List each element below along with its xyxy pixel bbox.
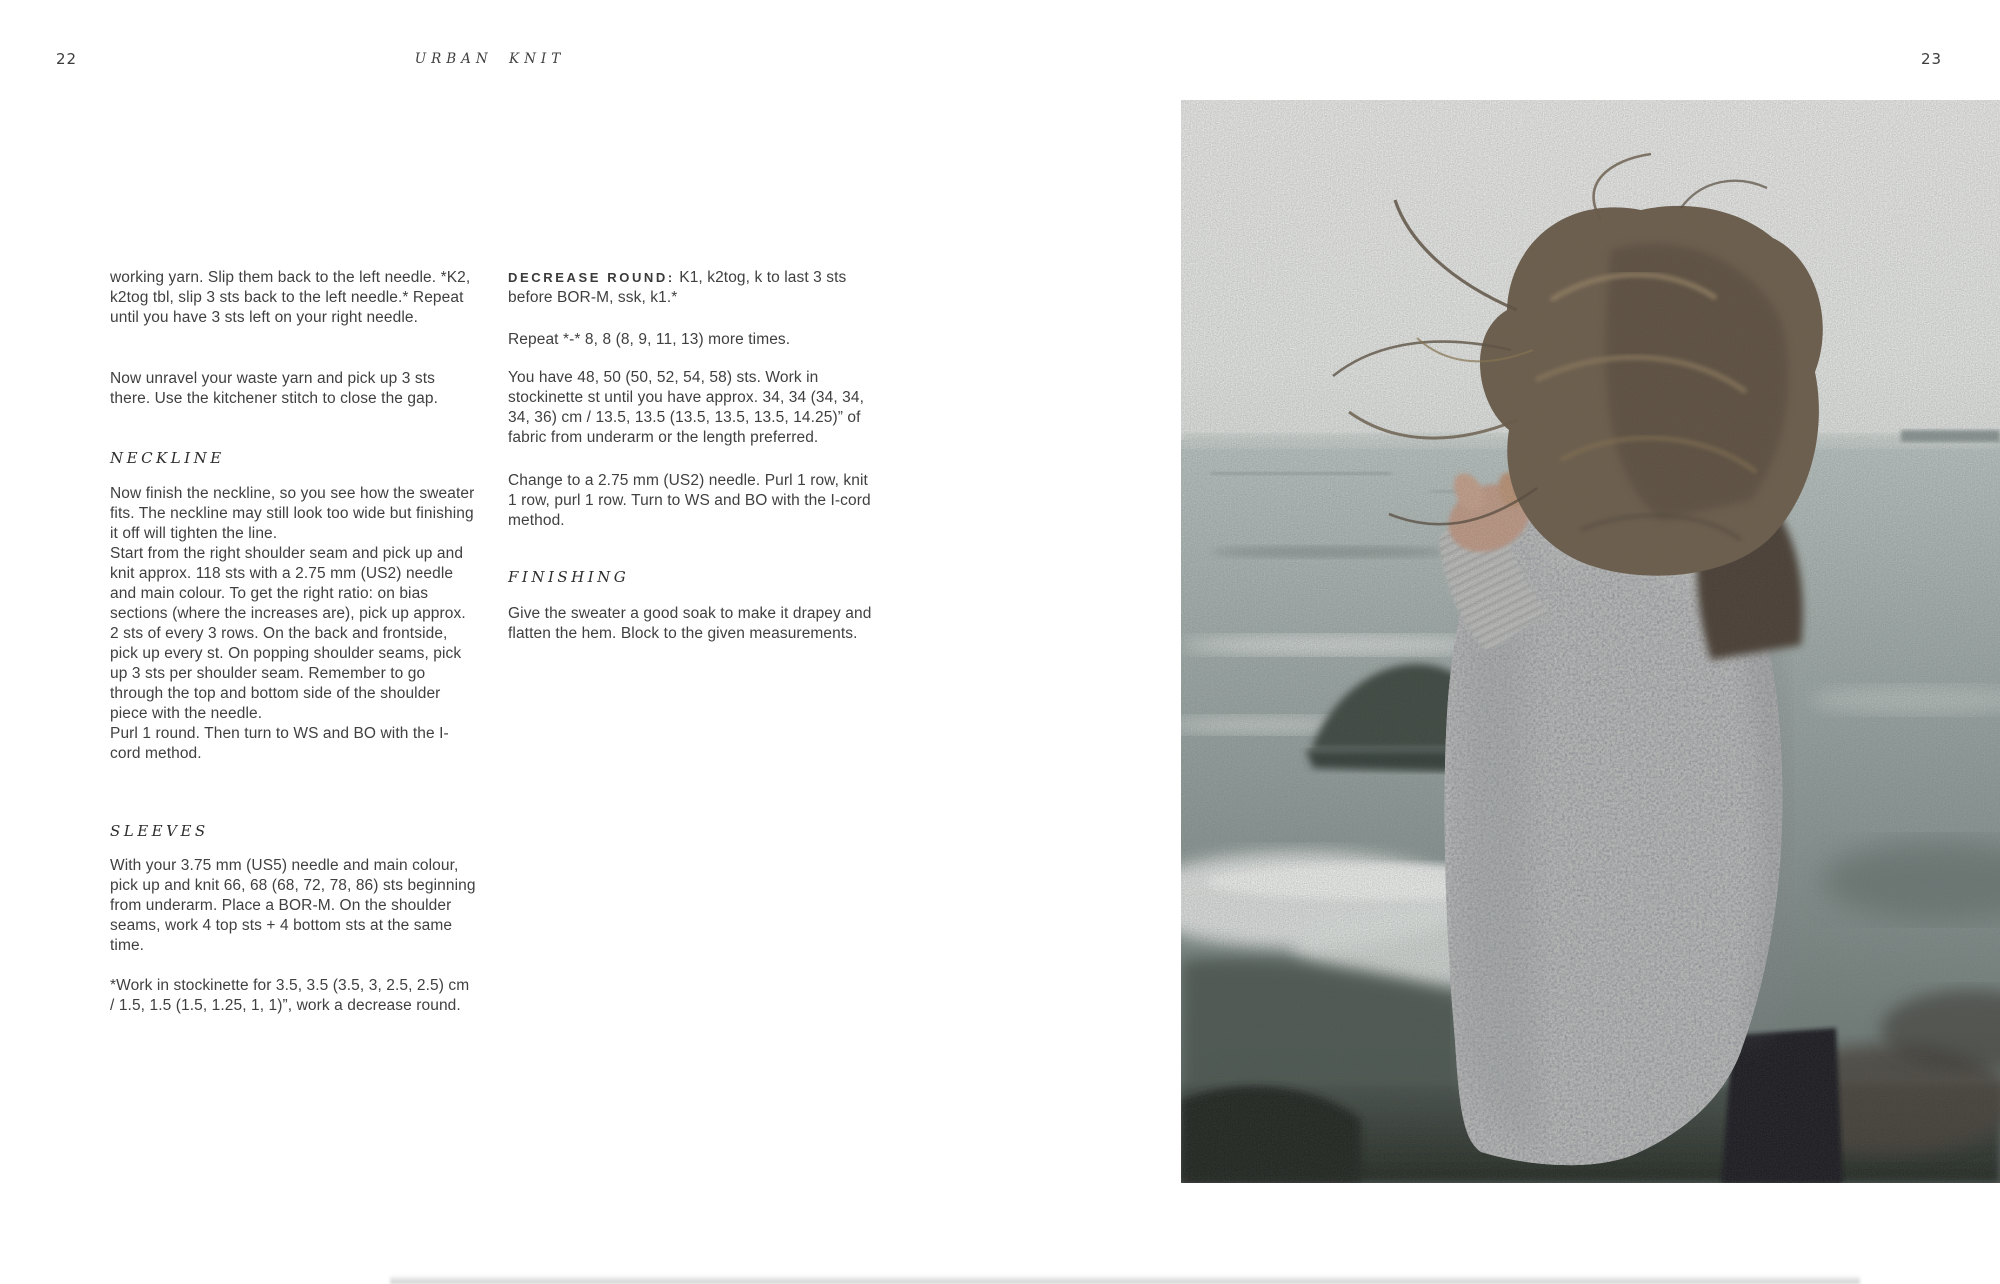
- sleeves-paragraph-1: With your 3.75 mm (US5) needle and main colour, pick up and knit 66, 68 (68, 72, 78, 86) sts beginning from underarm. Place a BOR-M. On the shoulder seams, work 4 top sts + 4 bottom sts at the same time.: [110, 857, 476, 954]
- page-bottom-shadow: [390, 1275, 1860, 1284]
- sleeves-body: [110, 856, 478, 1016]
- finishing-paragraph: Give the sweater a good soak to make it drapey and flatten the hem. Block to the given measurements.: [508, 605, 872, 642]
- neckline-paragraph-1: Now finish the neckline, so you see how the sweater fits. The neckline may still look too wide but finishing it off will tighten the line.: [110, 485, 475, 542]
- photo-grain: [1181, 100, 2000, 1183]
- needle-change-paragraph: Change to a 2.75 mm (US2) needle. Purl 1 row, knit 1 row, purl 1 row. Turn to WS and BO with the I-cord method.: [508, 472, 871, 529]
- photo-illustration: [1181, 100, 2000, 1183]
- page-number-left: 22: [56, 50, 78, 68]
- decrease-round-label: DECREASE ROUND:: [508, 270, 675, 285]
- intro-paragraph-1: working yarn. Slip them back to the left needle. *K2, k2tog tbl, slip 3 sts back to the left needle.* Repeat until you have 3 sts left on your right needle.: [110, 269, 471, 326]
- page-number-right: 23: [1921, 50, 1943, 68]
- intro-paragraph-2: Now unravel your waste yarn and pick up 3 sts there. Use the kitchener stitch to close the gap.: [110, 370, 438, 407]
- neckline-body: [110, 484, 478, 764]
- sweater-seaside-photo: [1181, 100, 2000, 1183]
- decrease-round-instruction: K1, k2tog, k to last 3 sts before BOR-M, ssk, k1.*: [508, 269, 847, 306]
- instructions-column-1: [110, 0, 478, 1284]
- running-header: URBAN KNIT: [414, 51, 566, 67]
- instructions-column-2: [508, 0, 880, 1284]
- section-heading-sleeves: SLEEVES: [110, 822, 209, 840]
- finishing-body: [508, 604, 880, 644]
- section-heading-finishing: FINISHING: [508, 568, 630, 586]
- paragraph: [110, 369, 478, 409]
- neckline-paragraph-3: Purl 1 round. Then turn to WS and BO with the I-cord method.: [110, 725, 449, 762]
- paragraph: [508, 330, 880, 350]
- stitch-count-paragraph: You have 48, 50 (50, 52, 54, 58) sts. Work in stockinette st until you have approx. 34, 34 (34, 34, 34, 36) cm / 13.5, 13.5 (13.5, 13.5, 13.5, 14.25)” of fabric from underarm or the length preferred.: [508, 369, 864, 446]
- sleeves-paragraph-2: *Work in stockinette for 3.5, 3.5 (3.5, 3, 2.5, 2.5) cm / 1.5, 1.5 (1.5, 1.25, 1, 1)”, work a decrease round.: [110, 977, 470, 1014]
- repeat-paragraph: Repeat *-* 8, 8 (8, 9, 11, 13) more times.: [508, 331, 791, 348]
- paragraph: [508, 471, 880, 531]
- decrease-round-paragraph: [508, 268, 880, 308]
- decrease-round-text: [508, 268, 880, 308]
- paragraph: [508, 368, 880, 448]
- paragraph: [110, 268, 478, 328]
- section-heading-neckline: NECKLINE: [110, 449, 225, 467]
- neckline-paragraph-2: Start from the right shoulder seam and pick up and knit approx. 118 sts with a 2.75 mm (US2) needle and main colour. To get the right ratio: on bias sections (where the increases are), pick up approx. 2 sts of every 3 rows. On the back and frontside, pick up every st. On popping shoulder seams, pick up 3 sts per shoulder seam. Remember to go through the top and bottom side of the shoulder piece with the needle.: [110, 545, 466, 722]
